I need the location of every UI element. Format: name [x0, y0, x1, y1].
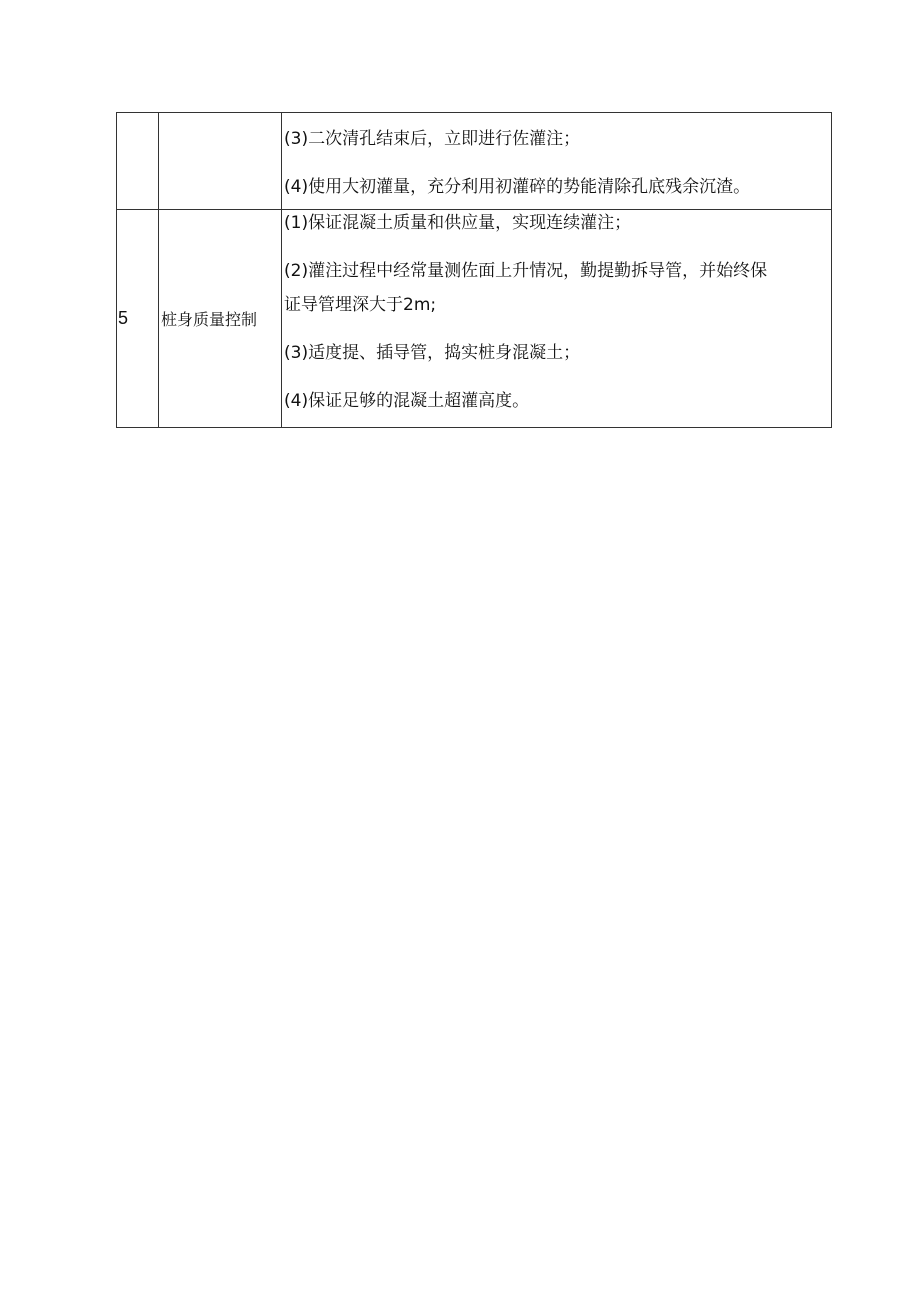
- measure-line: (3)适度提、插导管，捣实桩身混凝土；: [284, 343, 581, 363]
- row-number-cell: 5: [117, 210, 159, 428]
- construction-control-table: [116, 112, 832, 428]
- control-item-cell: 桩身质量控制: [159, 210, 282, 428]
- control-item-cell: [159, 113, 282, 210]
- measure-line: (2)灌注过程中经常量测佐面上升情况，勤提勤拆导管，并始终保: [284, 261, 768, 281]
- measure-line: (4)保证足够的混凝土超灌高度。: [284, 391, 530, 411]
- control-measures-cell: [282, 113, 832, 210]
- measure-line-continuation: 证导管埋深大于2m;: [284, 295, 437, 315]
- row-number-cell: [117, 113, 159, 210]
- table-row: [117, 113, 832, 210]
- control-measures-cell: [282, 210, 832, 428]
- measure-line: (3)二次清孔结束后，立即进行佐灌注；: [284, 129, 581, 149]
- table-row: [117, 210, 832, 428]
- measure-line: (4)使用大初灌量，充分利用初灌碎的势能清除孔底残余沉渣。: [284, 177, 751, 197]
- measure-line: (1)保证混凝土质量和供应量，实现连续灌注；: [284, 213, 632, 233]
